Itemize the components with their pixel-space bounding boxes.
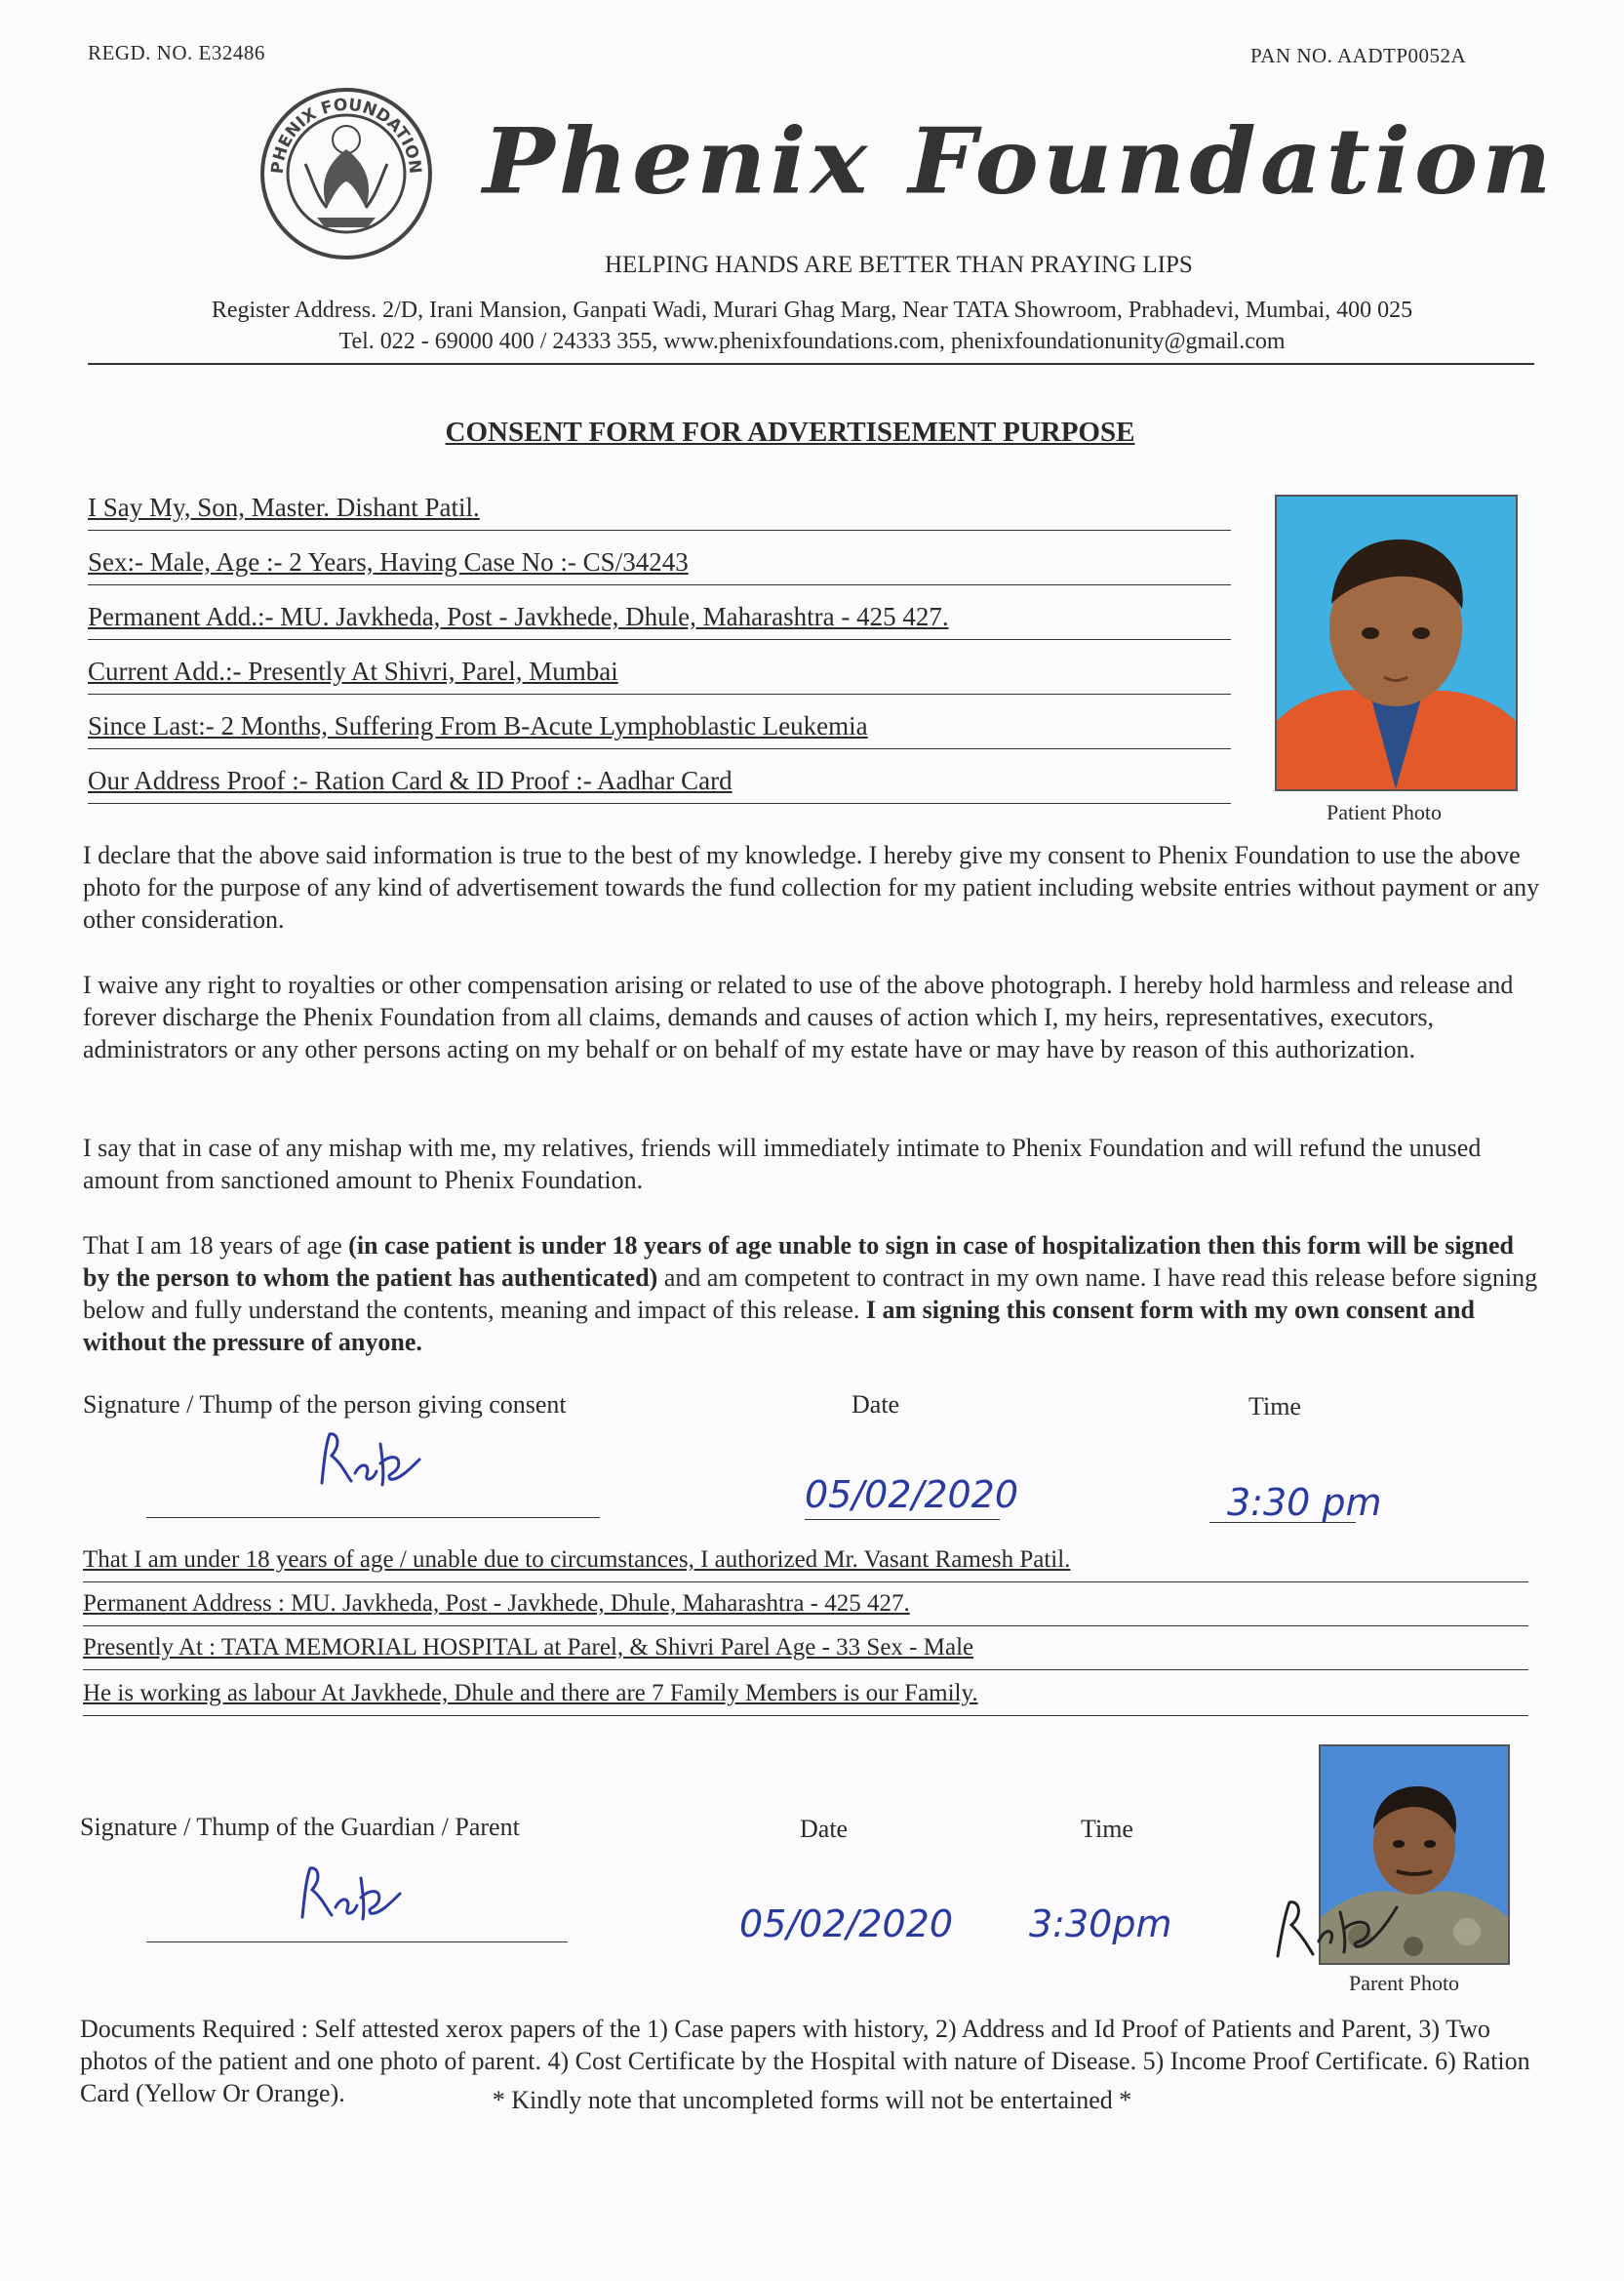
patient-photo-caption: Patient Photo [1327,800,1442,824]
patient-sex-age-case-field: Sex:- Male, Age :- 2 Years, Having Case No :- CS/34243 [88,547,1231,585]
age-declaration-paragraph [83,1229,1546,1358]
age-declaration-text: That I am 18 years of age [83,1231,349,1260]
header-divider [88,363,1534,365]
consent-date-line [805,1519,1000,1520]
current-address-field: Current Add.:- Presently At Shivri, Parel, Mumbai [88,657,1231,695]
registration-number: REGD. NO. E32486 [88,41,265,64]
guardian-occupation-field: He is working as labour At Javkhede, Dhule and there are 7 Family Members is our Family. [83,1680,1528,1716]
guardian-signature-label: Signature / Thump of the Guardian / Parent [80,1813,520,1841]
parent-photo-signature [1268,1888,1405,1971]
consent-signature-line [146,1517,600,1518]
foundation-logo [258,86,434,261]
guardian-authorization-field: That I am under 18 years of age / unable due to circumstances, I authorized Mr. Vasant Ramesh Patil. [83,1546,1528,1582]
consent-date-value: 05/02/2020 [805,1473,1019,1516]
form-title: CONSENT FORM FOR ADVERTISEMENT PURPOSE [445,417,1135,448]
guardian-permanent-address-field: Permanent Address : MU. Javkheda, Post - Javkhede, Dhule, Maharashtra - 425 427. [83,1590,1528,1626]
consent-signature [312,1424,439,1507]
guardian-signature [293,1859,419,1941]
age-declaration-text-2: and am competent to contract in my own name. I have read this release before signing below and fully understand the contents, meaning and impact of this release. [83,1263,1538,1324]
guardian-time-value: 3:30pm [1029,1902,1172,1945]
guardian-present-address-field: Presently At : TATA MEMORIAL HOSPITAL at Parel, & Shivri Parel Age - 33 Sex - Male [83,1634,1528,1670]
tagline: HELPING HANDS ARE BETTER THAN PRAYING LIPS [605,252,1193,278]
guardian-date-value: 05/02/2020 [739,1902,954,1945]
organization-name: Phenix Foundation [483,107,1556,216]
mishap-paragraph: I say that in case of any mishap with me, my relatives, friends will immediately intimate to Phenix Foundation and will refund the unused amount from sanctioned amount to Phenix Foundation. [83,1134,1482,1194]
documents-required: Documents Required : Self attested xerox papers of the 1) Case papers with history, 2) Address and Id Proof of Patients and Parent, 3) Two photos of the patient and one photo of parent. 4) Cost Certificate by the Hospital with nature of Disease. 5) Income Proof Certificate. 6) Ration Card (Yellow Or Orange). [80,2015,1530,2107]
pan-number: PAN NO. AADTP0052A [1250,44,1467,67]
guardian-date-label: Date [800,1815,849,1843]
contact-details: Tel. 022 - 69000 400 / 24333 355, www.phenixfoundations.com, phenixfoundationunity@gmail.com [338,329,1286,354]
consent-date-label: Date [852,1390,900,1419]
register-address: Register Address. 2/D, Irani Mansion, Ganpati Wadi, Murari Ghag Marg, Near TATA Showroom, Prabhadevi, Mumbai, 400 025 [211,298,1413,323]
consent-statement-bold: I am signing this consent form with my own consent and without the pressure of anyone. [83,1296,1475,1356]
guardian-signature-line [146,1941,568,1942]
consent-time-line [1209,1522,1356,1523]
waiver-paragraph: I waive any right to royalties or other compensation arising or related to use of the above photograph. I hereby hold harmless and release and forever discharge the Phenix Foundation from all claims, demands and causes of action which I, my heirs, representatives, executors, administrators or any other persons acting on my behalf or on behalf of my estate have or may have by reason of this authorization. [83,971,1514,1063]
permanent-address-field: Permanent Add.:- MU. Javkheda, Post - Javkhede, Dhule, Maharashtra - 425 427. [88,602,1231,640]
incomplete-forms-note: * Kindly note that uncompleted forms will not be entertained * [492,2086,1132,2114]
patient-photo [1275,495,1518,791]
age-declaration-bold: (in case patient is under 18 years of age unable to sign in case of hospitalization then this form will be signed by the person to whom the patient has authenticated) [83,1231,1515,1292]
parent-photo-caption: Parent Photo [1349,1971,1460,1995]
id-proof-field: Our Address Proof :- Ration Card & ID Proof :- Aadhar Card [88,766,1231,804]
consent-time-value: 3:30 pm [1227,1481,1382,1524]
consent-time-label: Time [1248,1392,1301,1421]
guardian-time-label: Time [1081,1815,1133,1843]
declaration-paragraph: I declare that the above said information is true to the best of my knowledge. I hereby give my consent to Phenix Foundation to use the above photo for the purpose of any kind of advertisement towards the fund collection for my patient including website entries without payment or any other consideration. [83,841,1540,934]
svg-text:PHENIX FOUNDATION: PHENIX FOUNDATION [267,95,425,175]
patient-name-field: I Say My, Son, Master. Dishant Patil. [88,493,1231,531]
diagnosis-field: Since Last:- 2 Months, Suffering From B-Acute Lymphoblastic Leukemia [88,711,1231,749]
consent-signature-label: Signature / Thump of the person giving consent [83,1390,567,1419]
